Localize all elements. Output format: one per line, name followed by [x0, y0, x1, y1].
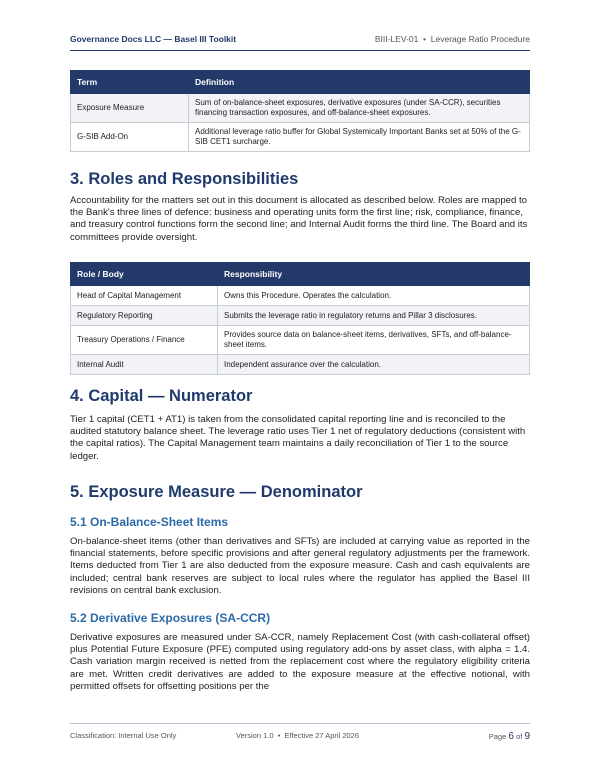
- column-header-role: Role / Body: [71, 263, 218, 286]
- table-row: [71, 94, 530, 123]
- role-cell: Head of Capital Management: [71, 286, 218, 306]
- footer-separator: •: [277, 731, 281, 740]
- roles-table-header: [71, 263, 530, 286]
- definitions-table-header: [71, 71, 530, 94]
- role-cell: Regulatory Reporting: [71, 306, 218, 326]
- subsection-heading-derivatives: 5.2 Derivative Exposures (SA-CCR): [70, 611, 271, 625]
- footer-classification: Classification: Internal Use Only: [70, 731, 177, 740]
- header-doc-ref: [375, 34, 530, 44]
- footer-version: Version 1.0: [236, 731, 274, 740]
- section-heading-roles: 3. Roles and Responsibilities: [70, 170, 299, 188]
- role-cell: Treasury Operations / Finance: [71, 326, 218, 355]
- footer-version-info: [236, 731, 359, 740]
- definition-cell: Sum of on-balance-sheet exposures, derivative exposures (under SA-CCR), securities financing transaction exposures, and off-balance-sheet exposures.: [189, 94, 530, 123]
- header-doc-title: Leverage Ratio Procedure: [430, 34, 530, 44]
- header-divider: [70, 50, 530, 51]
- section-heading-capital: 4. Capital — Numerator: [70, 387, 253, 405]
- definitions-table: [70, 70, 530, 152]
- subsection-heading-on-balance: 5.1 On-Balance-Sheet Items: [70, 515, 229, 529]
- term-cell: Exposure Measure: [71, 94, 189, 123]
- term-cell: G-SIB Add-On: [71, 123, 189, 152]
- header-doc-id: BIII-LEV-01: [374, 34, 419, 44]
- page-of: of: [516, 732, 523, 741]
- definition-cell: Additional leverage ratio buffer for Global Systemically Important Banks set at 50% of the G-SIB CET1 surcharge.: [189, 123, 530, 152]
- footer-divider: [70, 723, 530, 724]
- section-body-capital: Tier 1 capital (CET1 + AT1) is taken from the consolidated capital reporting line and is reconciled to the audited statutory balance sheet. The leverage ratio uses Tier 1 net of regulatory deductions (consistent with the capital ratios). The Capital Management team maintains a daily reconciliation of Tier 1 to the source ledger.: [70, 414, 526, 462]
- table-row: [71, 123, 530, 152]
- responsibility-cell: Provides source data on balance-sheet items, derivatives, SFTs, and off-balance-sheet items.: [218, 326, 530, 355]
- table-row: [71, 286, 530, 306]
- section-heading-exposure: 5. Exposure Measure — Denominator: [70, 483, 363, 501]
- page-header: [70, 34, 530, 48]
- header-separator: •: [423, 34, 427, 44]
- column-header-term: Term: [71, 71, 189, 94]
- footer-effective-date: Effective 27 April 2026: [284, 731, 360, 740]
- section-body-roles: Accountability for the matters set out in this document is allocated as described below. Roles are mapped to the Bank's three lines of defence: business and operating units form the first line; risk, compliance, finance, and treasury control functions form the second line; and Internal Audit forms the third line. The Board and its committees provide oversight.: [70, 195, 528, 243]
- responsibility-cell: Owns this Procedure. Operates the calculation.: [218, 286, 530, 306]
- page-label: Page: [488, 732, 507, 741]
- role-cell: Internal Audit: [71, 355, 218, 375]
- subsection-body-on-balance: On-balance-sheet items (other than derivatives and SFTs) are included at carrying value as reported in the financial statements, before specific provisions and after general regulatory adjustments per the framework. Items deducted from Tier 1 are also deducted from the exposure measure. Cash and cash equivalents are included; central bank reserves are subject to local rules where the regulator has applied the Basel III revisions on central bank exclusion.: [70, 536, 530, 596]
- responsibility-cell: Independent assurance over the calculation.: [218, 355, 530, 375]
- table-row: [71, 355, 530, 375]
- page-current: 6: [508, 731, 514, 742]
- responsibility-cell: Submits the leverage ratio in regulatory returns and Pillar 3 disclosures.: [218, 306, 530, 326]
- table-row: [71, 326, 530, 355]
- roles-table: [70, 262, 530, 375]
- header-org-title: Governance Docs LLC — Basel III Toolkit: [70, 34, 237, 44]
- subsection-body-derivatives: Derivative exposures are measured under SA-CCR, namely Replacement Cost (with cash-collateral offset) plus Potential Future Exposure (PFE) computed using regulatory add-ons by asset class, with alpha = 1.4. Cash variation margin received is netted from the replacement cost where the regulatory eligibility criteria are met. Written credit derivatives are added to the exposure measure at the effective notional, with permitted offsets for offsetting positions per the: [70, 632, 530, 692]
- footer-page-number: [489, 731, 530, 742]
- column-header-responsibility: Responsibility: [218, 263, 530, 286]
- table-row: [71, 306, 530, 326]
- page-total: 9: [524, 731, 530, 742]
- column-header-definition: Definition: [189, 71, 530, 94]
